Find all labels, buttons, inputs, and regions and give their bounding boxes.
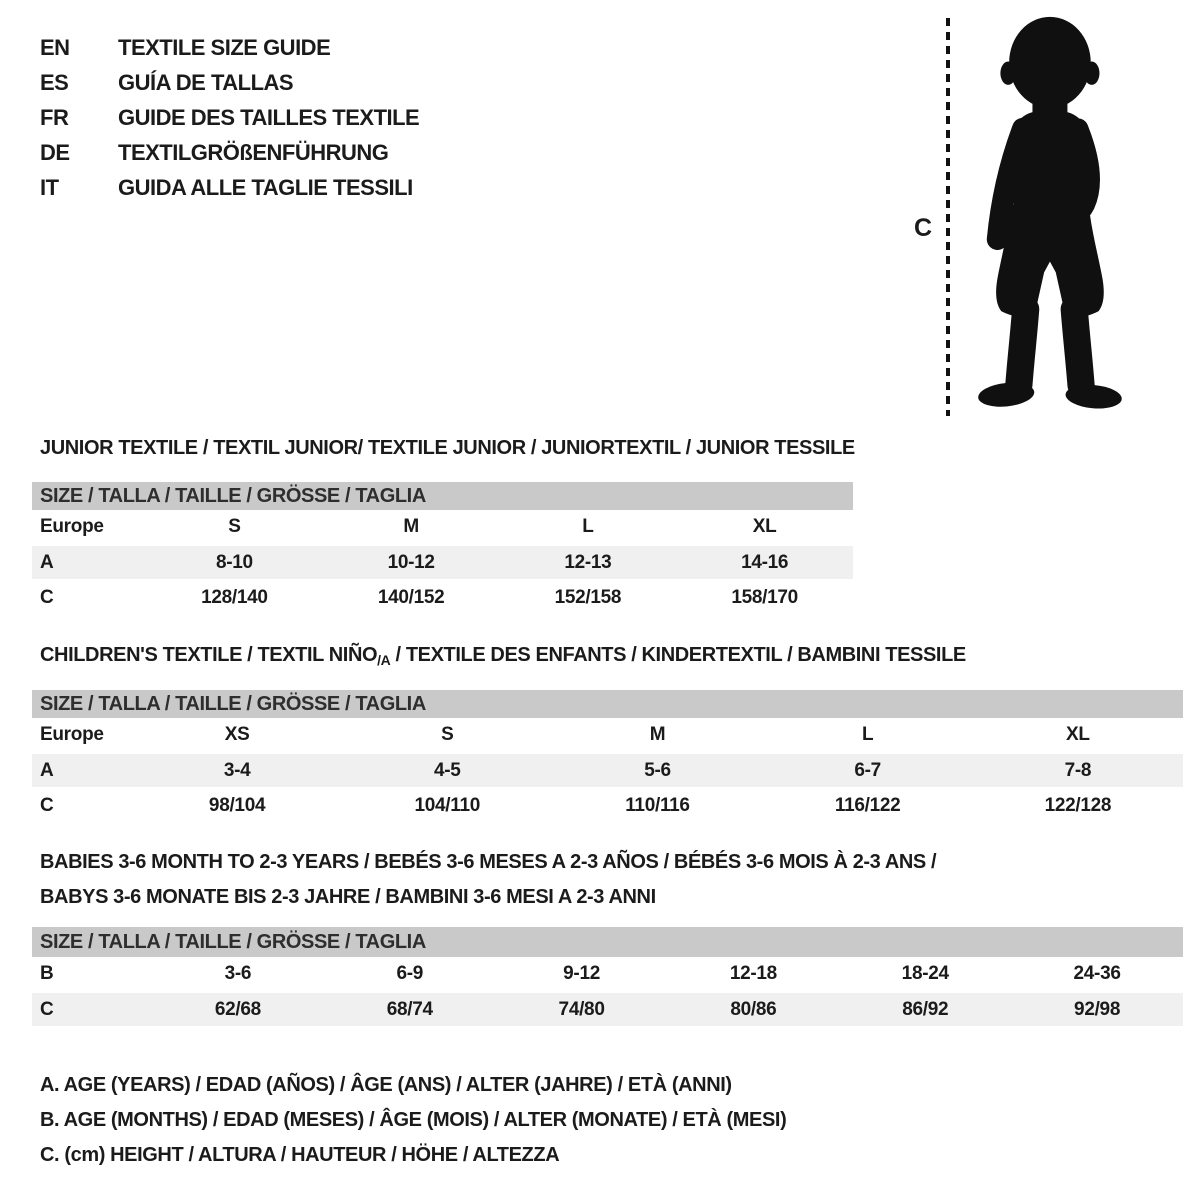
table-row	[32, 992, 1183, 1028]
table-row	[32, 753, 1183, 789]
language-code: EN	[40, 34, 70, 60]
row-label: B	[40, 962, 54, 984]
children-title-before: CHILDREN'S TEXTILE / TEXTIL NIÑO	[40, 644, 378, 666]
row-label: Europe	[40, 515, 104, 537]
table-cell: 10-12	[323, 545, 500, 581]
language-list	[40, 30, 419, 205]
table-cell: L	[862, 723, 874, 745]
table-cell: 152/158	[554, 586, 622, 608]
table-cell: 98/104	[208, 794, 266, 816]
table-cell: 6-9	[396, 962, 424, 984]
legend-item-a: A. AGE (YEARS) / EDAD (AÑOS) / ÂGE (ANS) / ALTER (JAHRE) / ETÀ (ANNI)	[40, 1074, 732, 1096]
table-row	[32, 510, 853, 545]
table-cell: 4-5	[342, 753, 552, 789]
row-label: C	[32, 992, 152, 1028]
size-header-bar: SIZE / TALLA / TAILLE / GRÖSSE / TAGLIA	[32, 927, 1183, 957]
junior-section-title: JUNIOR TEXTILE / TEXTIL JUNIOR/ TEXTILE JUNIOR / JUNIORTEXTIL / JUNIOR TESSILE	[40, 437, 855, 459]
table-cell: 140/152	[377, 586, 445, 608]
table-cell: 68/74	[324, 992, 496, 1028]
table-cell: 8-10	[146, 545, 323, 581]
table-row	[32, 788, 1183, 822]
row-label: A	[32, 545, 146, 581]
table-cell: S	[228, 515, 241, 537]
table-cell: 3-6	[224, 962, 252, 984]
table-cell: M	[649, 723, 666, 745]
language-title: GUIDE DES TAILLES TEXTILE	[118, 104, 420, 130]
language-row-fr	[40, 100, 419, 135]
language-code: FR	[40, 104, 69, 130]
table-cell: 128/140	[201, 586, 268, 608]
language-code: ES	[40, 69, 69, 95]
babies-section-title	[40, 845, 936, 915]
language-row-it	[40, 170, 419, 205]
legend-item-b: B. AGE (MONTHS) / EDAD (MESES) / ÂGE (MOIS) / ALTER (MONATE) / ETÀ (MESI)	[40, 1109, 787, 1131]
row-label: C	[40, 794, 54, 816]
table-cell: 6-7	[763, 753, 973, 789]
table-cell: 122/128	[1044, 794, 1112, 816]
junior-size-table	[32, 482, 853, 614]
language-title: TEXTILGRÖßENFÜHRUNG	[118, 139, 389, 165]
size-header-bar: SIZE / TALLA / TAILLE / GRÖSSE / TAGLIA	[32, 482, 853, 510]
height-measure-line	[944, 16, 952, 418]
table-cell: 86/92	[839, 992, 1011, 1028]
language-row-de	[40, 135, 419, 170]
row-label: A	[32, 753, 132, 789]
table-cell: XL	[752, 515, 777, 537]
table-cell: 3-4	[132, 753, 342, 789]
table-cell: 14-16	[676, 545, 853, 581]
table-cell: 24-36	[1073, 962, 1121, 984]
children-size-table	[32, 690, 1183, 822]
junior-table	[32, 510, 853, 614]
table-cell: M	[403, 515, 419, 537]
table-row	[32, 580, 853, 614]
table-cell: 9-12	[563, 962, 600, 984]
table-cell: 158/170	[731, 586, 798, 608]
language-row-en	[40, 30, 419, 65]
table-cell: 74/80	[496, 992, 668, 1028]
language-title: GUÍA DE TALLAS	[118, 69, 294, 95]
babies-title-line2: BABYS 3-6 MONATE BIS 2-3 JAHRE / BAMBINI 3-6 MESI A 2-3 ANNI	[40, 886, 656, 908]
table-cell: 80/86	[667, 992, 839, 1028]
table-cell: XS	[224, 723, 250, 745]
children-section-title	[40, 644, 966, 668]
table-cell: L	[582, 515, 594, 537]
legend	[40, 1068, 786, 1173]
children-table	[32, 718, 1183, 822]
table-cell: 104/110	[414, 794, 481, 816]
babies-table	[32, 957, 1183, 1028]
row-label: Europe	[40, 723, 104, 745]
table-row	[32, 718, 1183, 753]
table-cell: 5-6	[552, 753, 762, 789]
table-cell: 18-24	[901, 962, 949, 984]
language-code: DE	[40, 139, 70, 165]
babies-title-line1: BABIES 3-6 MONTH TO 2-3 YEARS / BEBÉS 3-6 MESES A 2-3 AÑOS / BÉBÉS 3-6 MOIS À 2-3 ANS /	[40, 851, 937, 873]
language-code: IT	[40, 174, 59, 200]
toddler-silhouette-icon	[960, 12, 1136, 420]
table-cell: 7-8	[973, 753, 1183, 789]
table-cell: 92/98	[1011, 992, 1183, 1028]
table-cell: XL	[1066, 723, 1090, 745]
table-cell: 12-13	[500, 545, 677, 581]
babies-size-table	[32, 927, 1183, 1028]
legend-item-c: C. (cm) HEIGHT / ALTURA / HAUTEUR / HÖHE / ALTEZZA	[40, 1144, 560, 1166]
table-cell: 110/116	[625, 794, 690, 816]
table-row	[32, 957, 1183, 992]
language-row-es	[40, 65, 419, 100]
height-measure-label: C	[914, 214, 933, 242]
table-row	[32, 545, 853, 581]
row-label: C	[40, 586, 54, 608]
language-title: TEXTILE SIZE GUIDE	[118, 34, 331, 60]
children-title-after: / TEXTILE DES ENFANTS / KINDERTEXTIL / BAMBINI TESSILE	[390, 644, 966, 666]
table-cell: 62/68	[152, 992, 324, 1028]
size-header-bar: SIZE / TALLA / TAILLE / GRÖSSE / TAGLIA	[32, 690, 1183, 718]
language-title: GUIDA ALLE TAGLIE TESSILI	[118, 174, 413, 200]
table-cell: 12-18	[729, 962, 777, 984]
table-cell: S	[441, 723, 454, 745]
children-title-sub: /A	[377, 652, 391, 668]
table-cell: 116/122	[834, 794, 901, 816]
